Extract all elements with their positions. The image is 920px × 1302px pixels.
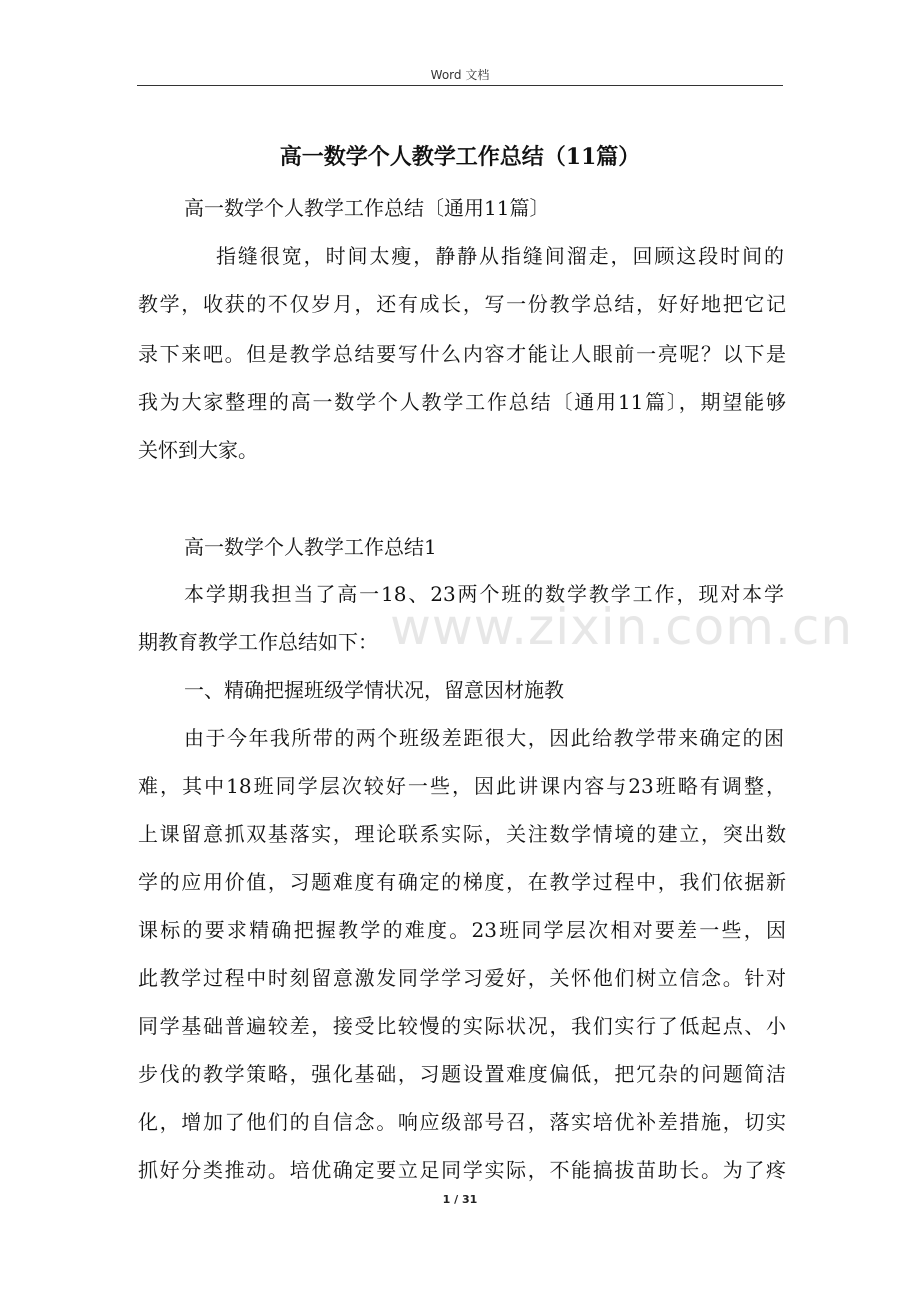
paragraph-line: 此教学过程中时刻留意激发同学学习爱好，关怀他们树立信念。针对: [138, 966, 786, 990]
paragraph-line: 本学期我担当了高一18、23两个班的数学教学工作，现对本学: [184, 582, 784, 606]
paragraph-line: 教学，收获的不仅岁月，还有成长，写一份教学总结，好好地把它记: [138, 292, 786, 316]
paragraph-line: 难，其中18班同学层次较好一些，因此讲课内容与23班略有调整，: [138, 774, 786, 798]
paragraph-line: 我为大家整理的高一数学个人教学工作总结〔通用11篇〕，期望能够: [138, 390, 786, 414]
subtitle-line: 高一数学个人教学工作总结〔通用11篇〕: [184, 196, 550, 220]
paragraph-line: 期教育教学工作总结如下：: [138, 630, 378, 654]
paragraph-line: 抓好分类推动。培优确定要立足同学实际，不能搞拔苗助长。为了疼: [138, 1158, 786, 1182]
paragraph-line: 关怀到大家。: [138, 438, 258, 462]
document-title: 高一数学个人教学工作总结（11篇）: [279, 144, 641, 170]
watermark: www.zixin.com.cn: [390, 598, 854, 656]
paragraph-line: 同学基础普遍较差，接受比较慢的实际状况，我们实行了低起点、小: [138, 1014, 786, 1038]
paragraph-line: 上课留意抓双基落实，理论联系实际，关注数学情境的建立，突出数: [138, 822, 786, 846]
header-divider: [137, 85, 783, 86]
subsection-heading: 一、精确把握班级学情状况，留意因材施教: [184, 678, 564, 702]
paragraph-line: 指缝很宽，时间太瘦，静静从指缝间溜走，回顾这段时间的: [216, 244, 784, 268]
paragraph-line: 录下来吧。但是教学总结要写什么内容才能让人眼前一亮呢？以下是: [138, 342, 786, 366]
paragraph-line: 化，增加了他们的自信念。响应级部号召，落实培优补差措施，切实: [138, 1110, 786, 1134]
paragraph-line: 课标的要求精确把握教学的难度。23班同学层次相对要差一些，因: [138, 918, 786, 942]
paragraph-line: 学的应用价值，习题难度有确定的梯度，在教学过程中，我们依据新: [138, 870, 786, 894]
page-number: 1 / 31: [442, 1193, 478, 1206]
header-label: Word 文档: [430, 68, 490, 82]
section-heading: 高一数学个人教学工作总结1: [184, 535, 437, 559]
paragraph-line: 步伐的教学策略，强化基础，习题设置难度偏低，把冗杂的问题简洁: [138, 1062, 786, 1086]
paragraph-line: 由于今年我所带的两个班级差距很大，因此给教学带来确定的困: [184, 726, 784, 750]
